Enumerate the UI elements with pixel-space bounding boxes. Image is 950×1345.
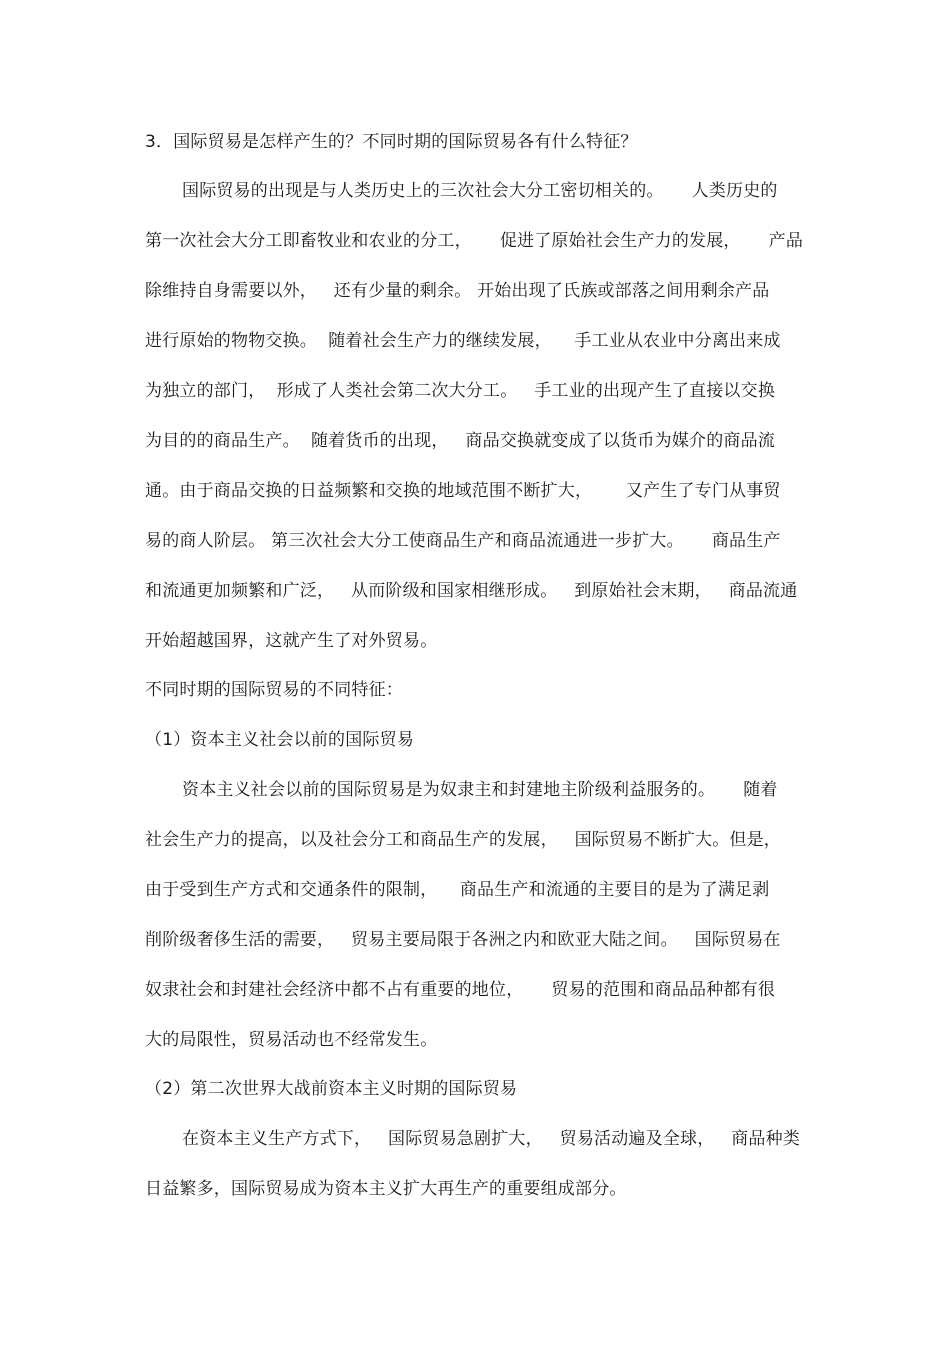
answer-line-5: 为独立的部门， 形成了人类社会第二次大分工。 手工业的出现产生了直接以交换 [145,381,776,401]
section-1-line-6: 大的局限性，贸易活动也不经常发生。 [145,1030,438,1050]
section-2-line-1: 在资本主义生产方式下， 国际贸易急剧扩大， 贸易活动遍及全球， 商品种类 [182,1129,801,1149]
answer-line-7: 通。由于商品交换的日益频繁和交换的地域范围不断扩大， 又产生了专门从事贸 [145,481,781,501]
section-2-line-2: 日益繁多，国际贸易成为资本主义扩大再生产的重要组成部分。 [145,1179,627,1199]
section-1-line-1: 资本主义社会以前的国际贸易是为奴隶主和封建地主阶级利益服务的。 随着 [182,780,778,800]
answer-line-2: 第一次社会大分工即畜牧业和农业的分工， 促进了原始社会生产力的发展， 产品 [145,231,804,251]
section-1-line-3: 由于受到生产方式和交通条件的限制， 商品生产和流通的主要目的是为了满足剥 [145,880,770,900]
answer-line-9: 和流通更加频繁和广泛， 从而阶级和国家相继形成。 到原始社会末期， 商品流通 [145,581,798,601]
section-1-line-2: 社会生产力的提高，以及社会分工和商品生产的发展， 国际贸易不断扩大。但是， [145,830,782,850]
question-heading: 3．国际贸易是怎样产生的？不同时期的国际贸易各有什么特征？ [145,132,638,152]
answer-line-6: 为目的的商品生产。 随着货币的出现， 商品交换就变成了以货币为媒介的商品流 [145,431,776,451]
section-1-line-4: 削阶级奢侈生活的需要， 贸易主要局限于各洲之内和欧亚大陆之间。 国际贸易在 [145,930,781,950]
answer-line-10: 开始超越国界，这就产生了对外贸易。 [145,631,438,651]
section-1-heading: （1）资本主义社会以前的国际贸易 [145,730,415,750]
answer-line-8: 易的商人阶层。 第三次社会大分工使商品生产和商品流通进一步扩大。 商品生产 [145,531,781,551]
section-1-line-5: 奴隶社会和封建社会经济中都不占有重要的地位， 贸易的范围和商品品种都有很 [145,980,776,1000]
answer-line-3: 除维持自身需要以外， 还有少量的剩余。 开始出现了氏族或部落之间用剩余产品 [145,281,770,301]
section-2-heading: （2）第二次世界大战前资本主义时期的国际贸易 [145,1079,518,1099]
features-intro: 不同时期的国际贸易的不同特征： [145,680,403,700]
answer-line-1: 国际贸易的出现是与人类历史上的三次社会大分工密切相关的。 人类历史的 [182,181,778,201]
answer-line-4: 进行原始的物物交换。 随着社会生产力的继续发展， 手工业从农业中分离出来成 [145,331,781,351]
